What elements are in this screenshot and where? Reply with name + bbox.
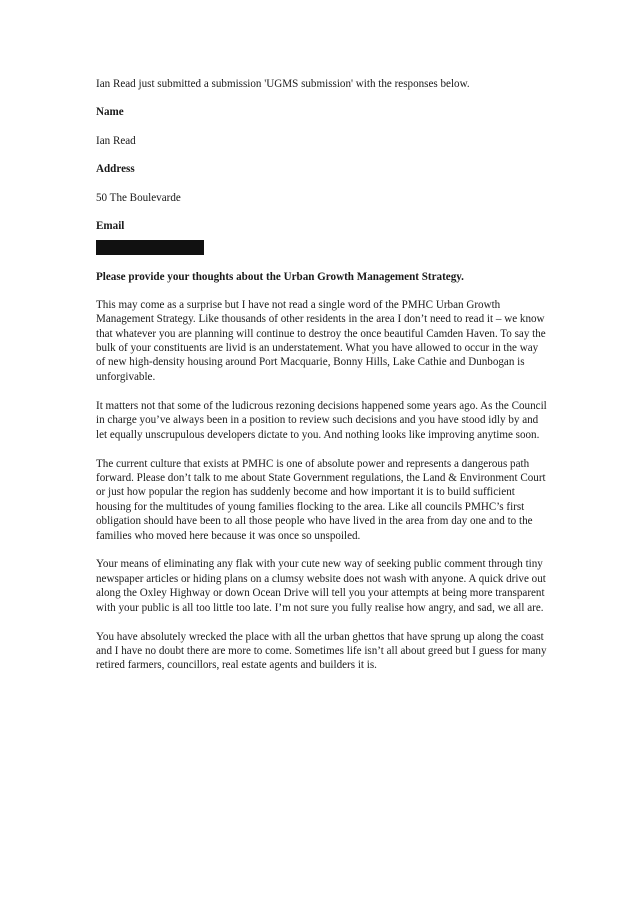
response-paragraph-4: Your means of eliminating any flak with your cute new way of seeking public comment through tiny newspaper articles or hiding plans on a clumsy website does not wash with anyone. A quick drive out along the Oxley Highway or down Ocean Drive will tell you your attempts at being more transparent with your public is all too little too late. I’m not sure you fully realise how angry, and sad, we all are. <box>96 558 546 614</box>
name-label: Name <box>96 106 124 119</box>
address-value: 50 The Boulevarde <box>96 191 181 204</box>
name-value: Ian Read <box>96 134 136 147</box>
question-heading: Please provide your thoughts about the Urban Growth Management Strategy. <box>96 271 464 284</box>
address-label: Address <box>96 163 135 176</box>
intro-line: Ian Read just submitted a submission 'UGMS submission' with the responses below. <box>96 78 470 90</box>
submission-content <box>96 77 548 687</box>
email-redaction-block <box>96 240 204 255</box>
response-paragraph-2: It matters not that some of the ludicrous rezoning decisions happened some years ago. As the Council in charge you’ve always been in a position to review such decisions and you have stood idly by and let equally unscrupulous developers dictate to you. And nothing looks like improving anytime soon. <box>96 399 547 441</box>
response-paragraph-3: The current culture that exists at PMHC is one of absolute power and represents a dangerous path forward. Please don’t talk to me about State Government regulations, the Land & Environment Court or just how popular the region has suddenly become and how important it is to build sufficient housing for the multitudes of young families flocking to the area. Like all councils PMHC’s first obligation should have been to all those people who have lived in the area from day one and to the families who moved here because it was once so unspoiled. <box>96 457 546 542</box>
email-label: Email <box>96 220 125 233</box>
response-paragraph-1: This may come as a surprise but I have not read a single word of the PMHC Urban Growth Management Strategy. Like thousands of other residents in the area I don’t need to read it – we know that whatever you are planning will continue to destroy the once beautiful Camden Haven. To say the bulk of your constituents are livid is an understatement. What you have allowed to occur in the way of new high-density housing around Port Macquarie, Bonny Hills, Lake Cathie and Dunbogan is unforgivable. <box>96 298 546 383</box>
response-paragraph-5: You have absolutely wrecked the place with all the urban ghettos that have sprung up along the coast and I have no doubt there are more to come. Sometimes life isn’t all about greed but I guess for many retired farmers, councillors, real estate agents and builders it is. <box>96 630 547 672</box>
